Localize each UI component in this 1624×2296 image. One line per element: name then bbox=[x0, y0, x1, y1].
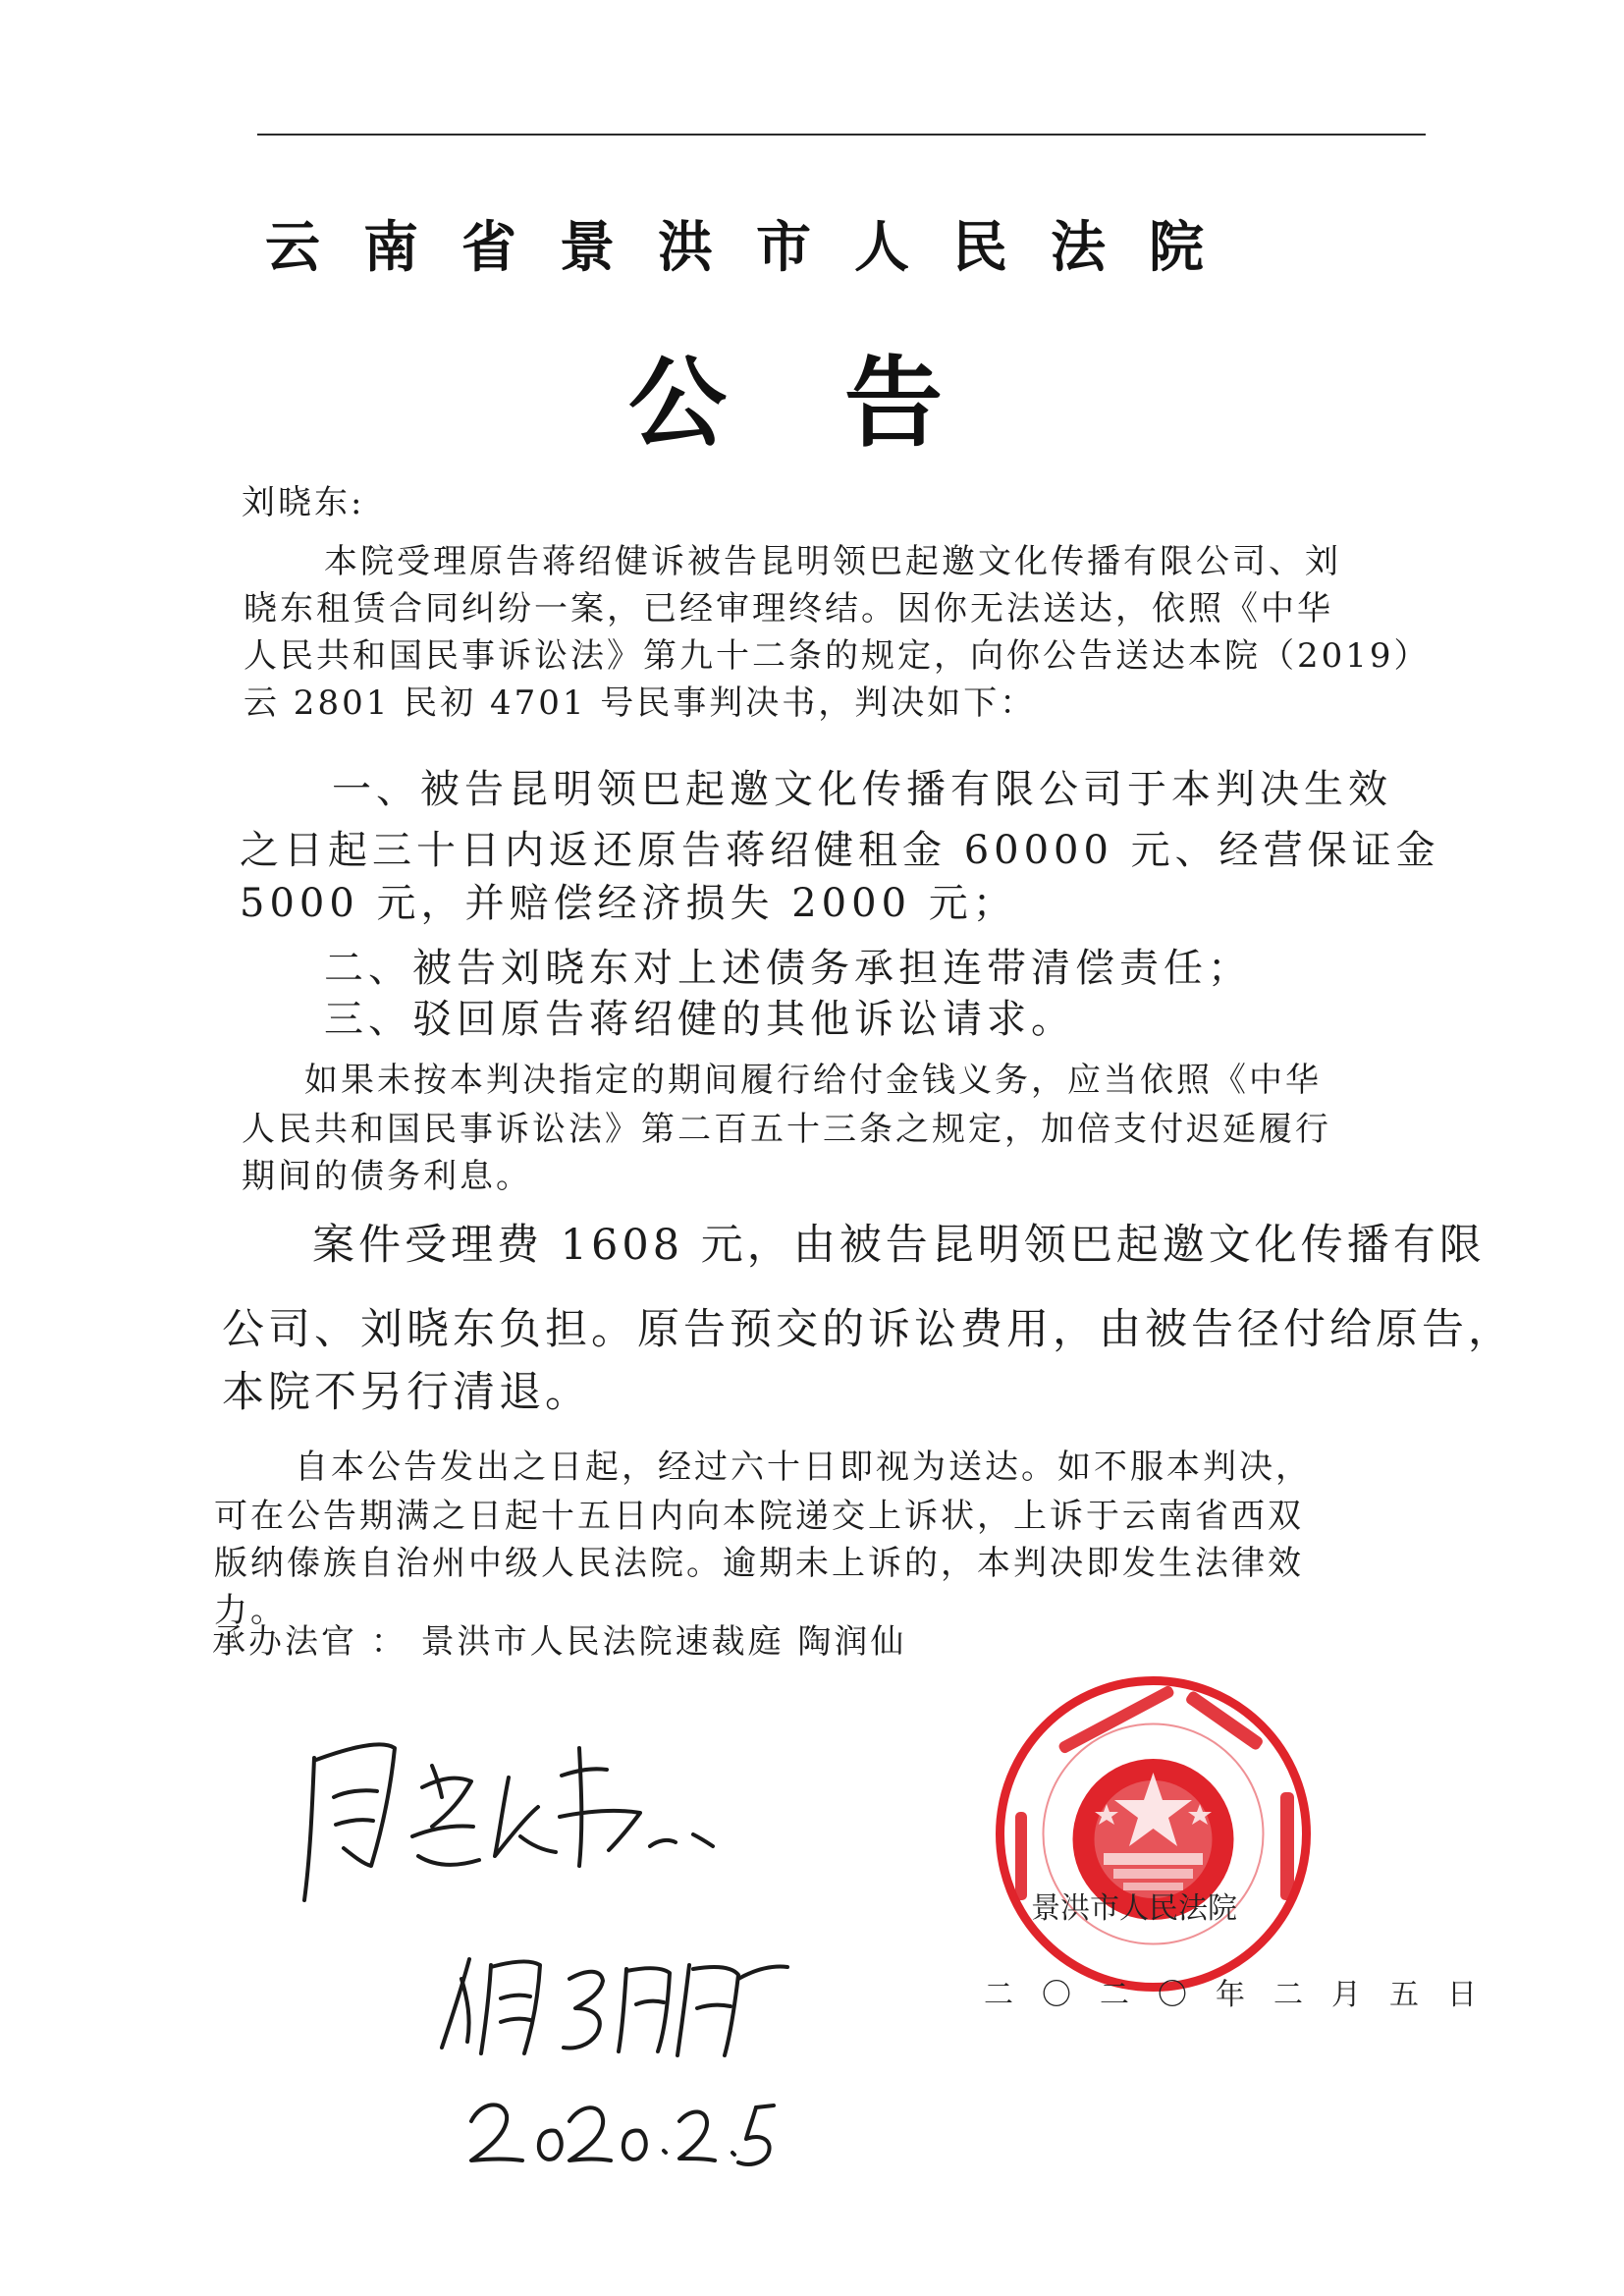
notice-line: 力。 bbox=[214, 1591, 287, 1630]
seal-label: 景洪市人民法院 bbox=[1031, 1891, 1237, 1926]
notice-line: 可在公告期满之日起十五日内向本院递交上诉状，上诉于云南省西双 bbox=[214, 1497, 1304, 1536]
intro-line: 人民共和国民事诉讼法》第九十二条的规定，向你公告送达本院（2019） bbox=[244, 636, 1431, 676]
delay-line: 人民共和国民事诉讼法》第二百五十三条之规定，加倍支付迟延履行 bbox=[242, 1110, 1331, 1149]
judgment-line: 一、被告昆明领巴起邀文化传播有限公司于本判决生效 bbox=[332, 767, 1392, 812]
judge-line: 承办法官 ： 景洪市人民法院速裁庭 陶润仙 bbox=[212, 1622, 907, 1662]
judgment-line: 5000 元，并赔偿经济损失 2000 元； bbox=[240, 881, 1017, 926]
delay-line: 如果未按本判决指定的期间履行给付金钱义务，应当依照《中华 bbox=[304, 1061, 1322, 1100]
judgment-line: 之日起三十日内返还原告蒋绍健租金 60000 元、经营保证金 bbox=[240, 828, 1440, 873]
fee-line: 案件受理费 1608 元，由被告昆明领巴起邀文化传播有限 bbox=[312, 1221, 1486, 1270]
notice-line: 版纳傣族自治州中级人民法院。逾期未上诉的，本判决即发生法律效 bbox=[214, 1544, 1304, 1583]
intro-line: 本院受理原告蒋绍健诉被告昆明领巴起邀文化传播有限公司、刘 bbox=[324, 542, 1341, 581]
judgment-line: 二、被告刘晓东对上述债务承担连带清偿责任； bbox=[324, 946, 1252, 991]
intro-line: 云 2801 民初 4701 号民事判决书，判决如下： bbox=[244, 683, 1037, 723]
issue-date: 二〇二〇年二月五日 bbox=[984, 1978, 1505, 2012]
intro-line: 晓东租赁合同纠纷一案，已经审理终结。因你无法送达，依照《中华 bbox=[244, 589, 1333, 629]
court-seal bbox=[994, 1674, 1313, 1994]
court-name: 云南省景洪市人民法院 bbox=[265, 216, 1247, 280]
notice-line: 自本公告发出之日起，经过六十日即视为送达。如不服本判决， bbox=[295, 1448, 1312, 1487]
handwritten-signature bbox=[285, 1719, 776, 1915]
addressee: 刘晓东: bbox=[242, 483, 365, 522]
document-title: 公告 bbox=[628, 346, 1060, 461]
header-rule bbox=[257, 134, 1426, 136]
delay-line: 期间的债务利息。 bbox=[242, 1157, 532, 1196]
handwritten-date bbox=[461, 2082, 776, 2180]
fee-line: 本院不另行清退。 bbox=[222, 1368, 591, 1417]
handwritten-signature bbox=[422, 1940, 815, 2067]
fee-line: 公司、刘晓东负担。原告预交的诉讼费用，由被告径付给原告， bbox=[222, 1305, 1514, 1354]
judgment-line: 三、驳回原告蒋绍健的其他诉讼请求。 bbox=[324, 997, 1075, 1042]
